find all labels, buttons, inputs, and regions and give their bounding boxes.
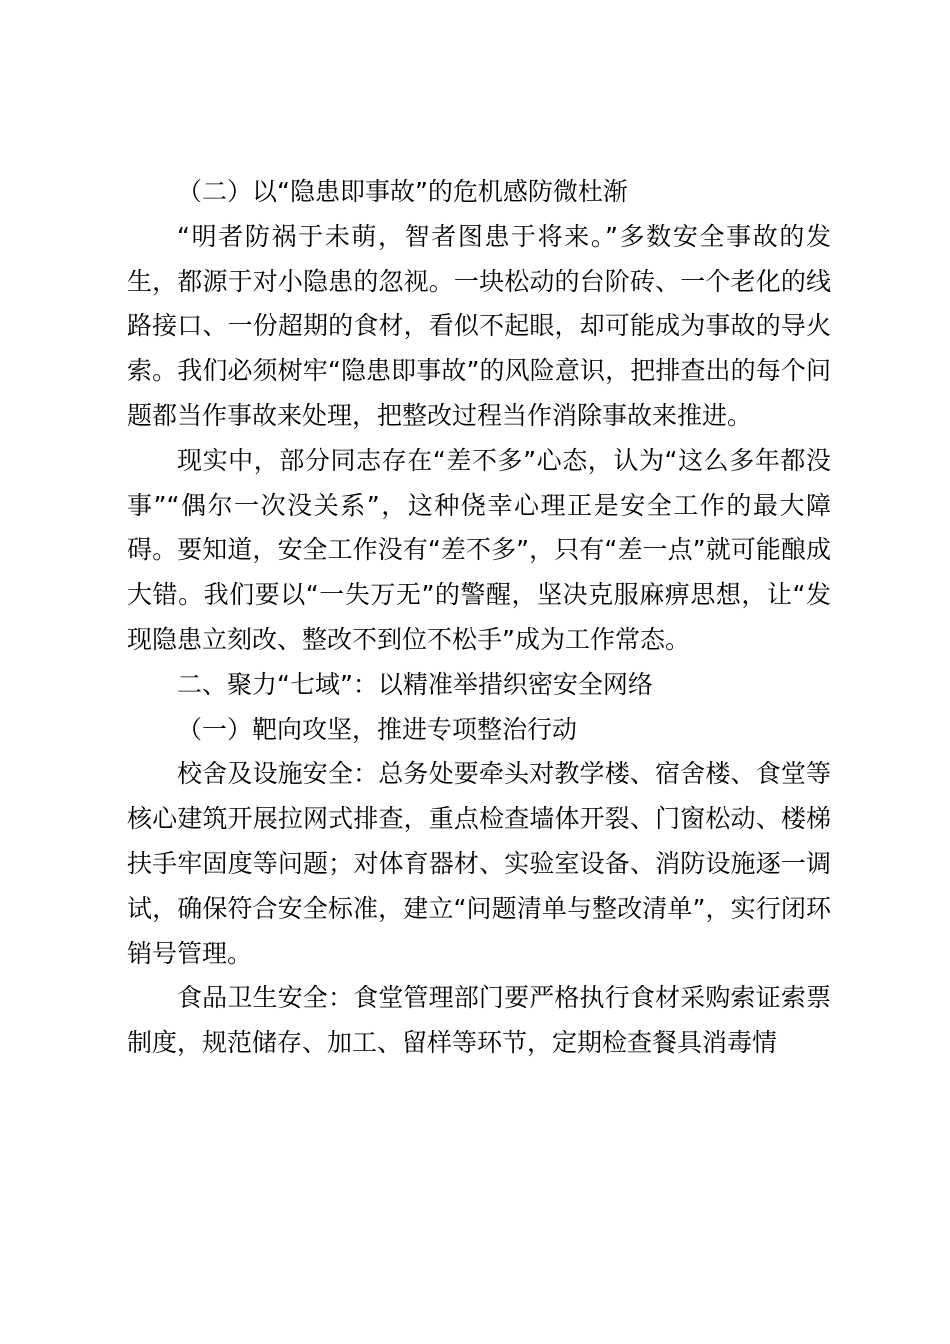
body-paragraph: 食品卫生安全：食堂管理部门要严格执行食材采购索证索票制度，规范储存、加工、留样等环节，定期检查餐具消毒情 xyxy=(127,983,831,1058)
document-body xyxy=(127,170,831,1066)
section-heading-2-2: （二）以“隐患即事故”的危机感防微杜渐 xyxy=(177,177,628,206)
section-heading-2-1: （一）靶向攻坚，推进专项整治行动 xyxy=(177,714,578,744)
body-paragraph: 校舍及设施安全：总务处要牵头对教学楼、宿舍楼、食堂等核心建筑开展拉网式排查，重点检查墙体开裂、门窗松动、楼梯扶手牢固度等问题；对体育器材、实验室设备、消防设施逐一调试，确保符合安全标准，建立“问题清单与整改清单”，实行闭环销号管理。 xyxy=(127,759,831,968)
body-paragraph: 现实中，部分同志存在“差不多”心态，认为“这么多年都没事”“偶尔一次没关系”，这种侥幸心理正是安全工作的最大障碍。要知道，安全工作没有“差不多”，只有“差一点”就可能酿成大错。我们要以“一失万无”的警醒，坚决克服麻痹思想，让“发现隐患立刻改、整改不到位不松手”成为工作常态。 xyxy=(127,445,831,654)
body-paragraph: “明者防祸于未萌，智者图患于将来。”多数安全事故的发生，都源于对小隐患的忽视。一块松动的台阶砖、一个老化的线路接口、一份超期的食材，看似不起眼，却可能成为事故的导火索。我们必须树牢“隐患即事故”的风险意识，把排查出的每个问题都当作事故来处理，把整改过程当作消除事故来推进。 xyxy=(127,221,831,430)
section-heading-2: 二、聚力“七域”：以精准举措织密安全网络 xyxy=(177,669,653,699)
